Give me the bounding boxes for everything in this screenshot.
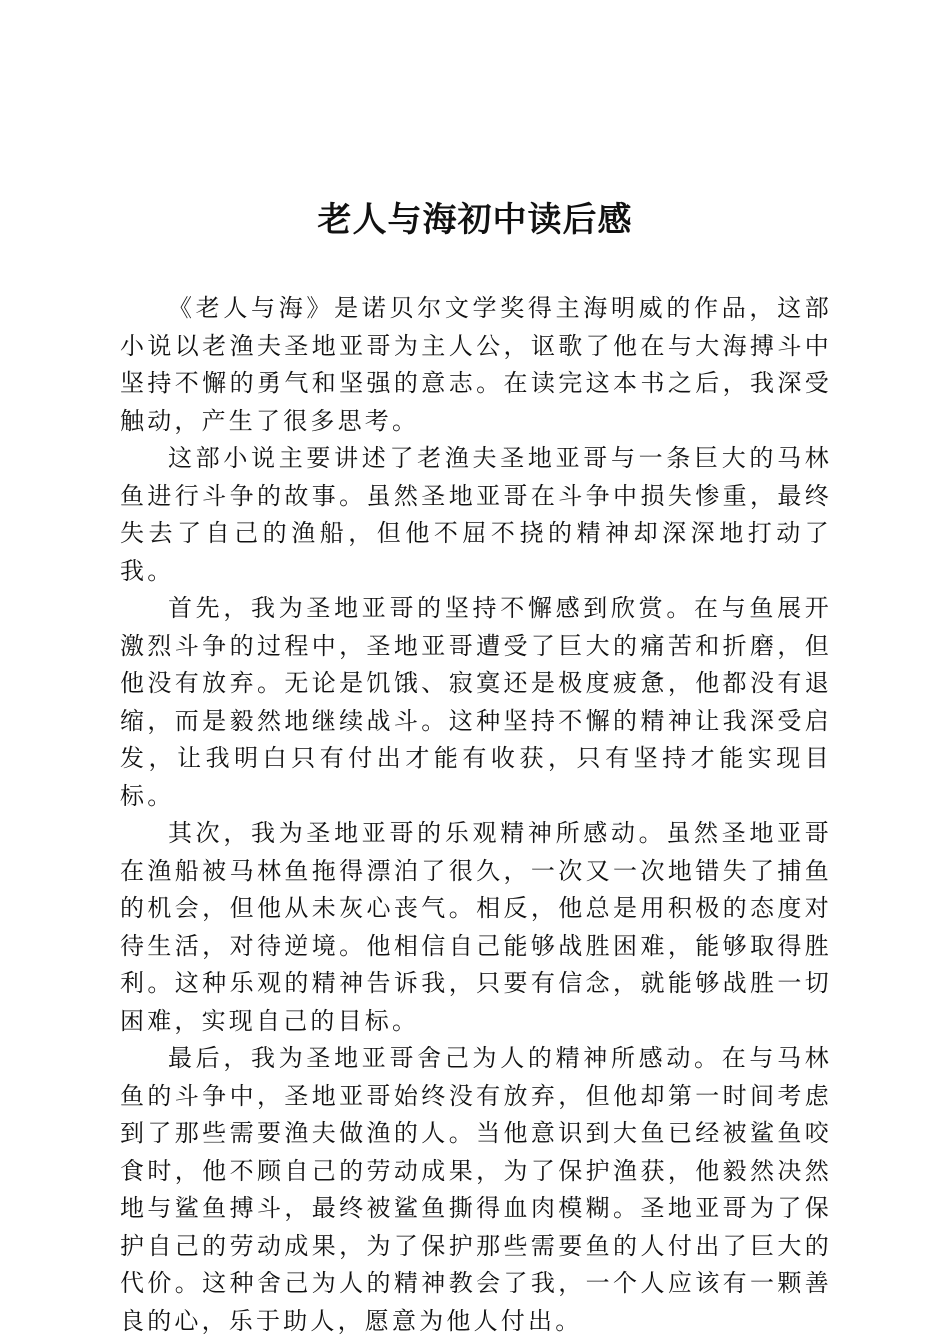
paragraph-selflessness: 最后，我为圣地亚哥舍己为人的精神所感动。在与马林鱼的斗争中，圣地亚哥始终没有放弃，但他却第一时间考虑到了那些需要渔夫做渔的人。当他意识到大鱼已经被鲨鱼咬食时，他不顾自己的劳动成果，为了保护渔获，他毅然决然地与鲨鱼搏斗，最终被鲨鱼撕得血肉模糊。圣地亚哥为了保护自己的劳动成果，为了保护那些需要鱼的人付出了巨大的代价。这种舍己为人的精神教会了我，一个人应该有一颗善良的心，乐于助人，愿意为他人付出。 [120, 1044, 832, 1335]
paragraph-perseverance: 首先，我为圣地亚哥的坚持不懈感到欣赏。在与鱼展开激烈斗争的过程中，圣地亚哥遭受了巨大的痛苦和折磨，但他没有放弃。无论是饥饿、寂寞还是极度疲惫，他都没有退缩，而是毅然地继续战斗。这种坚持不懈的精神让我深受启发，让我明白只有付出才能有收获，只有坚持才能实现目标。 [120, 594, 832, 810]
document-title: 老人与海初中读后感 [317, 200, 633, 240]
paragraph-optimism: 其次，我为圣地亚哥的乐观精神所感动。虽然圣地亚哥在渔船被马林鱼拖得漂泊了很久，一次又一次地错失了捕鱼的机会，但他从未灰心丧气。相反，他总是用积极的态度对待生活，对待逆境。他相信自己能够战胜困难，能够取得胜利。这种乐观的精神告诉我，只要有信念，就能够战胜一切困难，实现自己的目标。 [120, 819, 832, 1035]
paragraph-intro: 《老人与海》是诺贝尔文学奖得主海明威的作品，这部小说以老渔夫圣地亚哥为主人公，讴歌了他在与大海搏斗中坚持不懈的勇气和坚强的意志。在读完这本书之后，我深受触动，产生了很多思考。 [120, 294, 832, 435]
document-body [120, 290, 832, 1340]
paragraph-summary: 这部小说主要讲述了老渔夫圣地亚哥与一条巨大的马林鱼进行斗争的故事。虽然圣地亚哥在斗争中损失惨重，最终失去了自己的渔船，但他不屈不挠的精神却深深地打动了我。 [120, 444, 832, 585]
